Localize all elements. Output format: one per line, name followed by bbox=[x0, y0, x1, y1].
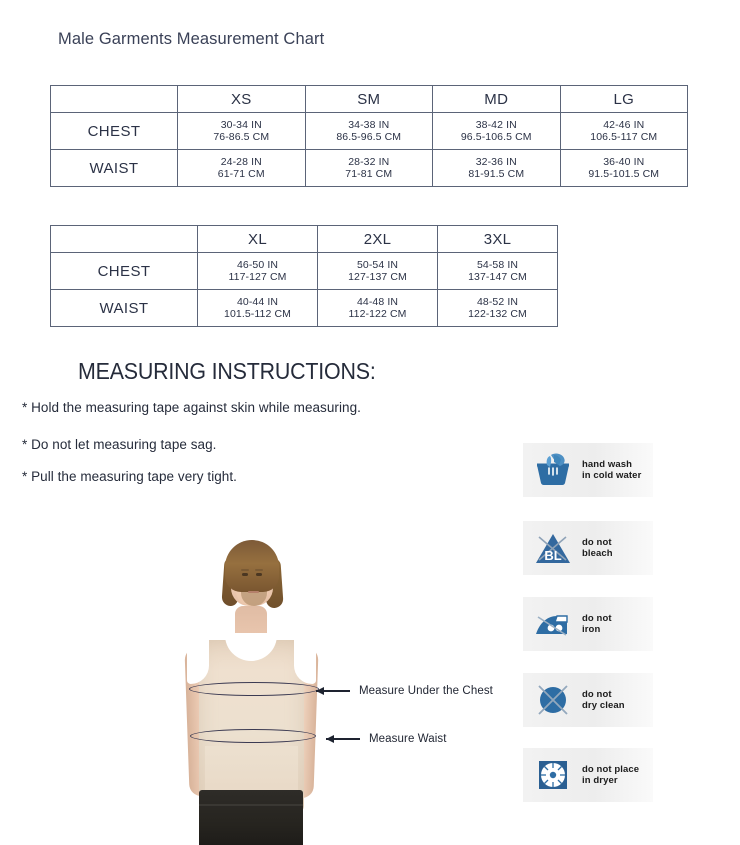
do-not-dry-clean-icon bbox=[530, 679, 576, 721]
cell-centimeters: 112-122 CM bbox=[348, 308, 407, 320]
cell-waist-2xl bbox=[318, 290, 438, 327]
cell-chest-xl bbox=[198, 253, 318, 290]
model-left-eye bbox=[242, 573, 248, 576]
cell-centimeters: 86.5-96.5 CM bbox=[336, 131, 402, 143]
left-arrow-icon bbox=[316, 690, 350, 692]
row-label-waist: WAIST bbox=[51, 290, 198, 327]
row-label-waist: WAIST bbox=[51, 150, 178, 187]
cell-centimeters: 91.5-101.5 CM bbox=[588, 168, 660, 180]
cell-centimeters: 61-71 CM bbox=[217, 168, 265, 180]
table-corner-cell bbox=[51, 86, 178, 113]
care-label-line2: dry clean bbox=[582, 700, 625, 711]
do-not-tumble-dry-icon bbox=[530, 754, 576, 796]
instruction-item: * Do not let measuring tape sag. bbox=[22, 437, 217, 452]
cell-inches: 44-48 IN bbox=[356, 295, 399, 308]
cell-inches: 54-58 IN bbox=[476, 258, 519, 271]
cell-inches: 48-52 IN bbox=[476, 295, 519, 308]
care-label-line2: iron bbox=[582, 624, 601, 635]
cell-inches: 34-38 IN bbox=[348, 118, 390, 131]
svg-text:BL: BL bbox=[544, 548, 562, 563]
cell-chest-sm bbox=[305, 113, 433, 150]
cell-inches: 28-32 IN bbox=[348, 155, 390, 168]
care-label bbox=[582, 537, 613, 560]
care-label bbox=[582, 764, 639, 787]
column-header-md: MD bbox=[433, 86, 561, 113]
cell-centimeters: 76-86.5 CM bbox=[213, 131, 270, 143]
care-label-line2: bleach bbox=[582, 548, 613, 559]
column-header-3xl: 3XL bbox=[438, 226, 558, 253]
cell-centimeters: 127-137 CM bbox=[348, 271, 407, 283]
cell-waist-sm bbox=[305, 150, 433, 187]
model-hair bbox=[225, 540, 279, 592]
care-card-do-not-bleach bbox=[523, 521, 653, 575]
column-header-xl: XL bbox=[198, 226, 318, 253]
size-table-extended bbox=[50, 225, 558, 327]
cell-centimeters: 117-127 CM bbox=[228, 271, 287, 283]
model-shorts-seam bbox=[199, 804, 303, 806]
care-label bbox=[582, 689, 625, 712]
callout-measure-waist bbox=[326, 733, 447, 745]
instruction-item: * Hold the measuring tape against skin while measuring. bbox=[22, 400, 361, 415]
cell-chest-2xl bbox=[318, 253, 438, 290]
cell-inches: 42-46 IN bbox=[603, 118, 645, 131]
table-row bbox=[51, 150, 688, 187]
cell-inches: 50-54 IN bbox=[356, 258, 399, 271]
cell-chest-lg bbox=[560, 113, 688, 150]
cell-inches: 46-50 IN bbox=[236, 258, 279, 271]
cell-centimeters: 96.5-106.5 CM bbox=[460, 131, 532, 143]
care-label-line1: do not bbox=[582, 688, 612, 700]
care-card-do-not-dry-clean bbox=[523, 673, 653, 727]
cell-centimeters: 81-91.5 CM bbox=[468, 168, 525, 180]
cell-chest-xs bbox=[178, 113, 306, 150]
table-header-row bbox=[51, 86, 688, 113]
size-table-standard bbox=[50, 85, 688, 187]
column-header-2xl: 2XL bbox=[318, 226, 438, 253]
cell-waist-md bbox=[433, 150, 561, 187]
page-title: Male Garments Measurement Chart bbox=[58, 30, 325, 48]
column-header-sm: SM bbox=[305, 86, 433, 113]
model-shorts bbox=[199, 790, 303, 845]
cell-chest-3xl bbox=[438, 253, 558, 290]
care-label bbox=[582, 459, 641, 482]
callout-measure-under-chest bbox=[316, 685, 493, 697]
table-row bbox=[51, 253, 558, 290]
cell-waist-3xl bbox=[438, 290, 558, 327]
care-label bbox=[582, 613, 612, 636]
cell-waist-xl bbox=[198, 290, 318, 327]
column-header-xs: XS bbox=[178, 86, 306, 113]
cell-centimeters: 122-132 CM bbox=[468, 308, 527, 320]
cell-chest-md bbox=[433, 113, 561, 150]
cell-inches: 24-28 IN bbox=[220, 155, 262, 168]
model-right-eye bbox=[256, 573, 262, 576]
chest-measure-tape-ellipse bbox=[189, 682, 319, 696]
cell-centimeters: 137-147 CM bbox=[468, 271, 527, 283]
do-not-iron-icon bbox=[530, 603, 576, 645]
column-header-lg: LG bbox=[560, 86, 688, 113]
care-label-line2: in dryer bbox=[582, 775, 618, 786]
cell-centimeters: 106.5-117 CM bbox=[590, 131, 658, 143]
care-label-line1: do not bbox=[582, 612, 612, 624]
cell-waist-lg bbox=[560, 150, 688, 187]
cell-centimeters: 101.5-112 CM bbox=[224, 308, 291, 320]
model-right-armhole bbox=[294, 640, 316, 684]
care-label-line1: do not bbox=[582, 536, 612, 548]
cell-centimeters: 71-81 CM bbox=[345, 168, 393, 180]
care-label-line1: do not place bbox=[582, 763, 640, 775]
row-label-chest: CHEST bbox=[51, 253, 198, 290]
care-label-line1: hand wash bbox=[582, 458, 632, 470]
model-left-eyebrow bbox=[241, 569, 249, 571]
instruction-item: * Pull the measuring tape very tight. bbox=[22, 469, 237, 484]
care-label-line2: in cold water bbox=[582, 470, 642, 481]
callout-label: Measure Under the Chest bbox=[359, 685, 493, 697]
cell-waist-xs bbox=[178, 150, 306, 187]
do-not-bleach-icon bbox=[530, 527, 576, 569]
table-header-row bbox=[51, 226, 558, 253]
hand-wash-icon bbox=[530, 449, 576, 491]
waist-measure-tape-ellipse bbox=[190, 729, 316, 743]
care-card-do-not-tumble-dry bbox=[523, 748, 653, 802]
measuring-instructions-heading: MEASURING INSTRUCTIONS: bbox=[78, 358, 376, 384]
table-corner-cell bbox=[51, 226, 198, 253]
model-right-eyebrow bbox=[255, 569, 263, 571]
cell-inches: 32-36 IN bbox=[475, 155, 517, 168]
cell-inches: 38-42 IN bbox=[475, 118, 517, 131]
model-mouth bbox=[248, 591, 259, 593]
table-row bbox=[51, 290, 558, 327]
care-card-hand-wash bbox=[523, 443, 653, 497]
callout-label: Measure Waist bbox=[369, 733, 447, 745]
care-card-do-not-iron bbox=[523, 597, 653, 651]
left-arrow-icon bbox=[326, 738, 360, 740]
table-row bbox=[51, 113, 688, 150]
cell-inches: 30-34 IN bbox=[220, 118, 262, 131]
cell-inches: 40-44 IN bbox=[236, 295, 279, 308]
row-label-chest: CHEST bbox=[51, 113, 178, 150]
cell-inches: 36-40 IN bbox=[603, 155, 645, 168]
